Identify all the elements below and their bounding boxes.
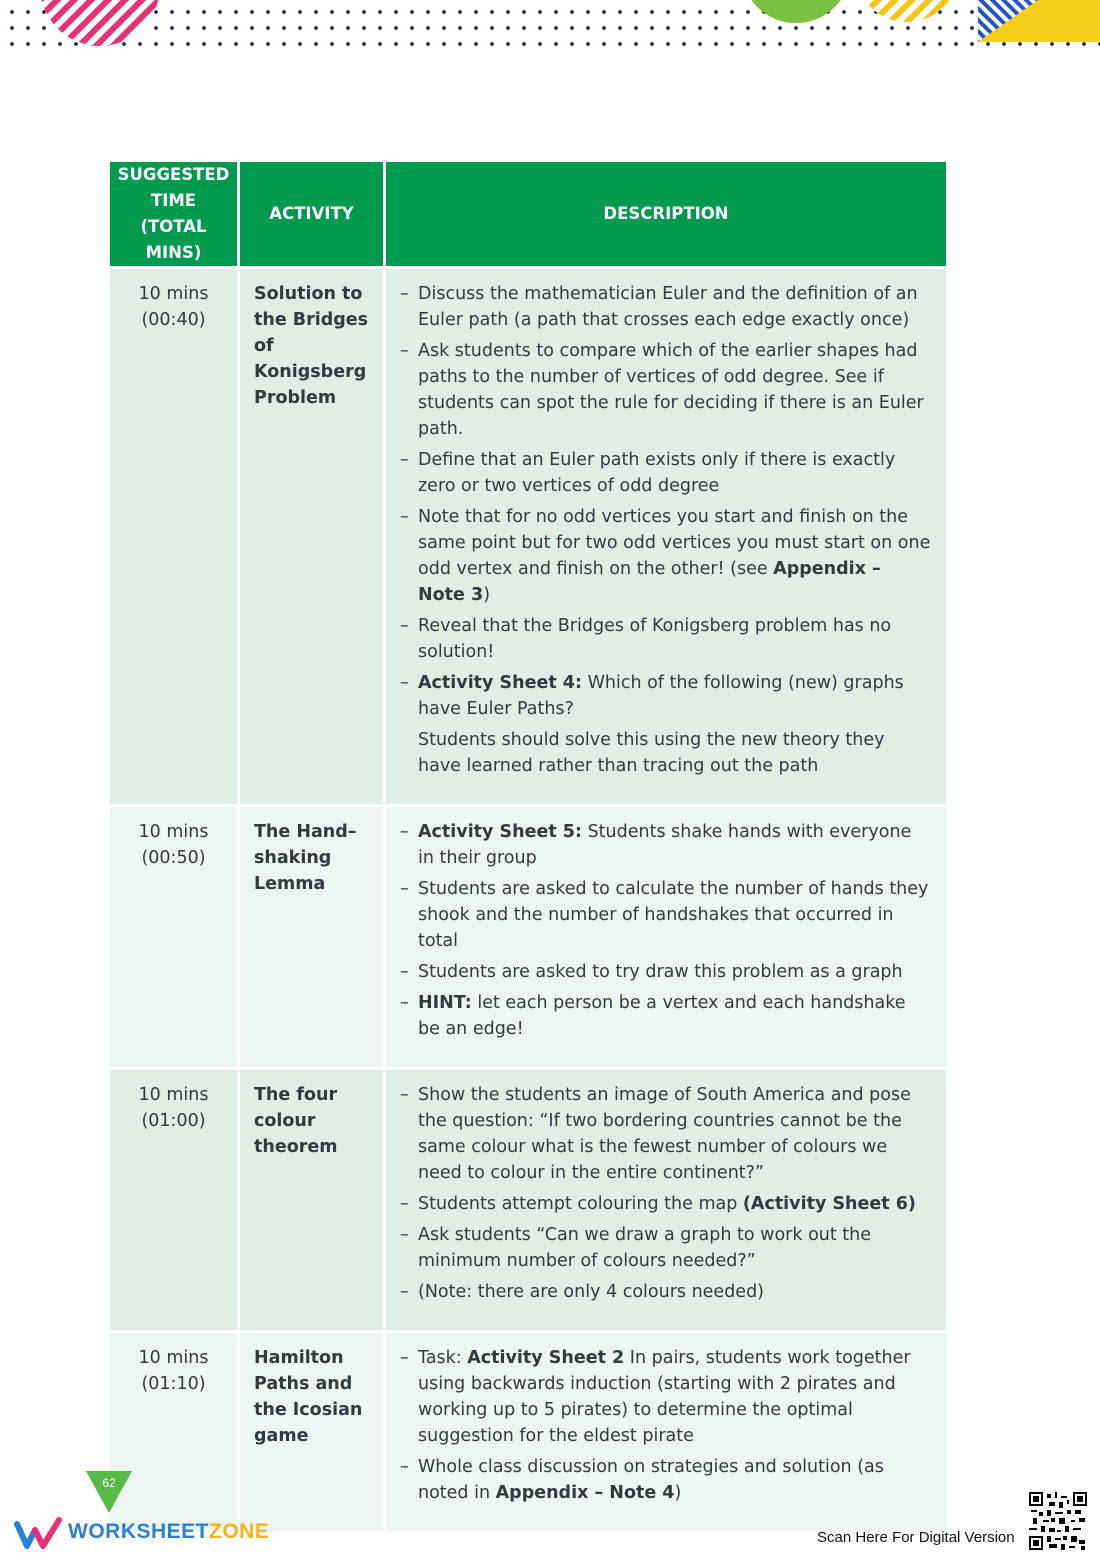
- time-cell: 10 mins (01:10): [110, 1333, 237, 1531]
- page-number: 62: [102, 1476, 116, 1490]
- bold-text: Activity Sheet 4:: [418, 673, 582, 693]
- qr-code-icon[interactable]: [1029, 1492, 1087, 1550]
- bold-text: (Activity Sheet 6): [742, 1194, 916, 1214]
- description-cell: [386, 1333, 946, 1531]
- text: (Note: there are only 4 colours needed): [418, 1282, 765, 1302]
- table-row: [110, 807, 946, 1067]
- text: Discuss the mathematician Euler and the definition of an Euler path (a path that crosses each edge exactly once): [418, 284, 918, 330]
- lesson-plan-table: [107, 159, 949, 1534]
- text: ): [483, 585, 491, 605]
- text: Students are asked to try draw this problem as a graph: [418, 962, 903, 982]
- description-item: [400, 959, 932, 985]
- blue-yellow-corner-decoration: [978, 0, 1100, 42]
- text: Whole class discussion on strategies and solution (as noted in: [418, 1457, 884, 1503]
- brand-worksheet-text: WORKSHEET: [68, 1520, 209, 1543]
- bold-text: HINT:: [418, 993, 472, 1013]
- scan-digital-version-text: Scan Here For Digital Version: [817, 1529, 1015, 1546]
- worksheetzone-brand[interactable]: [68, 1520, 269, 1544]
- text: Task:: [418, 1348, 468, 1368]
- text: Students shake hands with everyone in their group: [418, 822, 912, 868]
- time-cell: 10 mins (01:00): [110, 1070, 237, 1330]
- table-row: [110, 269, 946, 804]
- header-description: DESCRIPTION: [386, 162, 946, 266]
- bold-text: Appendix – Note 4: [495, 1483, 675, 1503]
- description-item: [400, 990, 932, 1042]
- table-header-row: [110, 162, 946, 266]
- bold-text: Appendix – Note 3: [418, 559, 881, 605]
- header-suggested-time: SUGGESTED TIME (TOTAL MINS): [110, 162, 237, 266]
- worksheetzone-logo-icon: [14, 1516, 64, 1550]
- description-cell: [386, 807, 946, 1067]
- description-item: [400, 1082, 932, 1186]
- text: Show the students an image of South America and pose the question: “If two bordering countries cannot be the same colour what is the fewest number of colours we need to colour in the entire continent?”: [418, 1085, 911, 1183]
- description-item: [400, 1222, 932, 1274]
- activity-cell: The Hand– shaking Lemma: [240, 807, 383, 1067]
- text: Which of the following (new) graphs have Euler Paths?: [418, 673, 904, 719]
- description-item: [400, 338, 932, 442]
- description-item: [400, 1454, 932, 1506]
- text: Note that for no odd vertices you start and finish on the same point but for two odd vertices you must start on one odd vertex and finish on the other! (see: [418, 507, 931, 579]
- text: ): [674, 1483, 682, 1503]
- activity-cell: Hamilton Paths and the Icosian game: [240, 1333, 383, 1531]
- description-item: [400, 876, 932, 954]
- yellow-striped-circle-decoration: [852, 0, 962, 24]
- text: Reveal that the Bridges of Konigsberg problem has no solution!: [418, 616, 892, 662]
- text: Students attempt colouring the map: [418, 1194, 743, 1214]
- description-item: [400, 1191, 932, 1217]
- description-item: [400, 613, 932, 665]
- description-item: [400, 504, 932, 608]
- description-cell: [386, 269, 946, 804]
- description-item: [400, 670, 932, 722]
- description-item: [400, 447, 932, 499]
- brand-zone-text: ZONE: [209, 1520, 270, 1543]
- description-item: [400, 819, 932, 871]
- text: Ask students to compare which of the earlier shapes had paths to the number of vertices of odd degree. See if students can spot the rule for deciding if there is an Euler path.: [418, 341, 924, 439]
- description-item: [400, 1279, 932, 1305]
- time-cell: 10 mins (00:40): [110, 269, 237, 804]
- description-item: [400, 281, 932, 333]
- activity-cell: The four colour theorem: [240, 1070, 383, 1330]
- description-list: [400, 281, 932, 779]
- text: Students are asked to calculate the number of hands they shook and the number of handshakes that occurred in total: [418, 879, 929, 951]
- header-activity: ACTIVITY: [240, 162, 383, 266]
- pink-striped-circle-decoration: [38, 0, 162, 48]
- time-cell: 10 mins (00:50): [110, 807, 237, 1067]
- description-item: [400, 727, 932, 779]
- description-list: [400, 819, 932, 1042]
- text: In pairs, students work together using backwards induction (starting with 2 pirates and working up to 5 pirates) to determine the optimal suggestion for the eldest pirate: [418, 1348, 911, 1446]
- description-list: [400, 1345, 932, 1506]
- text: Ask students “Can we draw a graph to work out the minimum number of colours needed?”: [418, 1225, 872, 1271]
- text: Define that an Euler path exists only if there is exactly zero or two vertices of odd degree: [418, 450, 896, 496]
- description-list: [400, 1082, 932, 1305]
- text: Students should solve this using the new theory they have learned rather than tracing out the path: [418, 730, 885, 776]
- table-row: [110, 1333, 946, 1531]
- activity-cell: Solution to the Bridges of Konigsberg Problem: [240, 269, 383, 804]
- description-item: [400, 1345, 932, 1449]
- text: let each person be a vertex and each handshake be an edge!: [418, 993, 906, 1039]
- table-row: [110, 1070, 946, 1330]
- bold-text: Activity Sheet 2: [467, 1348, 625, 1368]
- bold-text: Activity Sheet 5:: [418, 822, 582, 842]
- green-circle-decoration: [744, 0, 848, 24]
- description-cell: [386, 1070, 946, 1330]
